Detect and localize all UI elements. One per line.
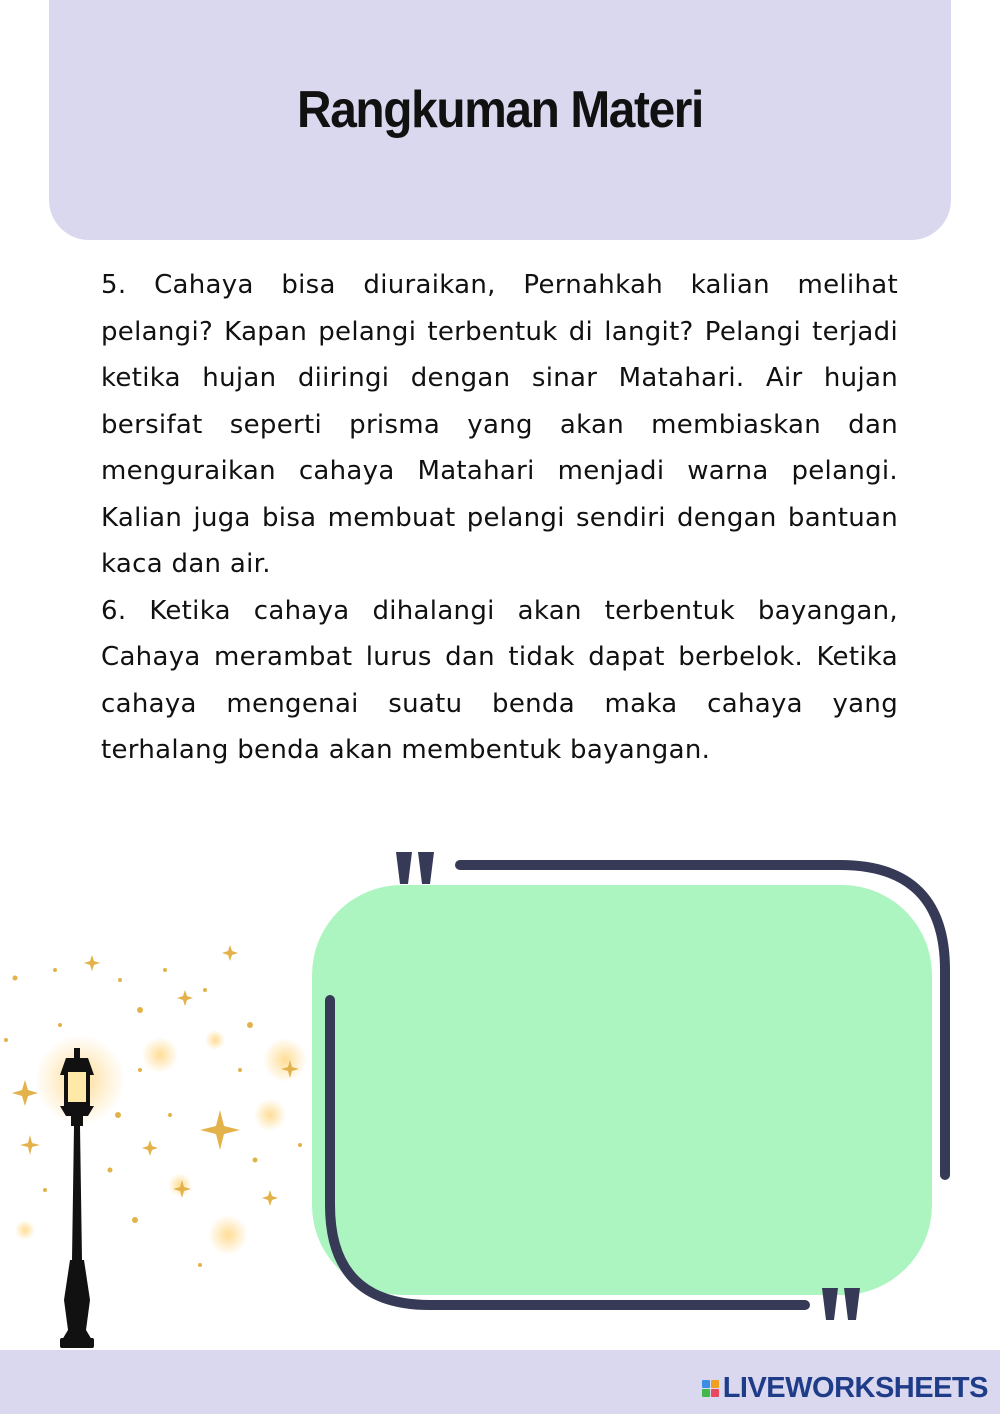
summary-text	[101, 262, 898, 774]
paragraph-5: 5. Cahaya bisa diuraikan, Pernahkah kalian melihat pelangi? Kapan pelangi terbentuk di langit? Pelangi terjadi ketika hujan diiringi dengan sinar Matahari. Air hujan bersifat seperti prisma yang akan membiaskan dan menguraikan cahaya Matahari menjadi warna pelangi. Kalian juga bisa membuat pelangi sendiri dengan bantuan kaca dan air.	[101, 270, 898, 579]
lamp-post-icon	[60, 1048, 94, 1348]
bubble-fill	[312, 885, 932, 1295]
grid-logo-icon	[702, 1380, 719, 1397]
page-title: Rangkuman Materi	[297, 81, 703, 139]
sparkles-icon	[4, 945, 307, 1267]
paragraph-6: 6. Ketika cahaya dihalangi akan terbentuk bayangan, Cahaya merambat lurus dan tidak dapat berbelok. Ketika cahaya mengenai suatu benda maka cahaya yang terhalang benda akan membentuk bayangan.	[101, 595, 898, 765]
street-lamp-illustration	[0, 930, 320, 1360]
brand-logo[interactable]	[702, 1368, 988, 1408]
open-quote-icon	[396, 852, 434, 884]
speech-bubble	[300, 840, 960, 1320]
brand-name: LIVEWORKSHEETS	[722, 1371, 988, 1404]
